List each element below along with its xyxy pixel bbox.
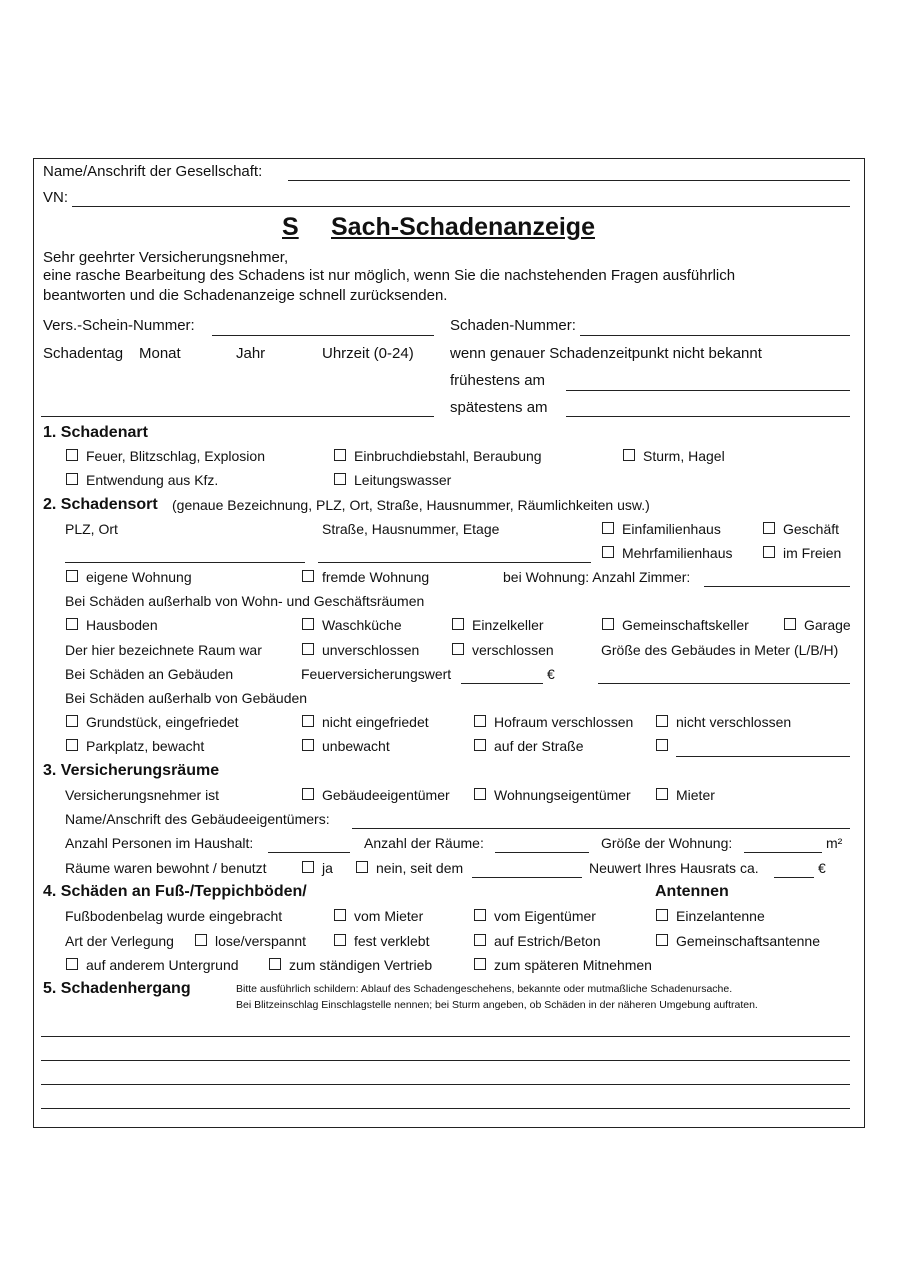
parking-guarded-checkbox[interactable] [66, 739, 78, 751]
parking-guarded-label: Parkplatz, bewacht [86, 738, 205, 754]
intro-salutation: Sehr geehrter Versicherungsnehmer, [43, 249, 289, 266]
outside-living-label: Bei Schäden außerhalb von Wohn- und Geschäftsräumen [65, 593, 425, 609]
by-owner-label: vom Eigentümer [494, 908, 596, 924]
storm-checkbox[interactable] [623, 449, 635, 461]
rooms-label: Anzahl der Räume: [364, 835, 484, 851]
section-3-title: 3. Versicherungsräume [43, 762, 220, 779]
rooms-count-label: bei Wohnung: Anzahl Zimmer: [503, 569, 691, 585]
locked-checkbox[interactable] [452, 643, 464, 655]
other-base-checkbox[interactable] [66, 958, 78, 970]
not-fenced-label: nicht eingefriedet [322, 714, 429, 730]
rooms-field[interactable] [495, 852, 589, 853]
cellar-label: Einzelkeller [472, 617, 544, 633]
policy-number-field[interactable] [212, 335, 434, 336]
by-tenant-checkbox[interactable] [334, 909, 346, 921]
description-line-2[interactable] [41, 1060, 850, 1061]
burglary-label: Einbruchdiebstahl, Beraubung [354, 448, 542, 464]
laying-type-label: Art der Verlegung [65, 933, 174, 949]
single-house-checkbox[interactable] [602, 522, 614, 534]
new-value-field[interactable] [774, 877, 814, 878]
section-5-note-1: Bitte ausführlich schildern: Ablauf des Schadengeschehens, bekannte oder mutmaßliche Schadenursache. [236, 983, 733, 995]
unguarded-label: unbewacht [322, 738, 390, 754]
persons-field[interactable] [268, 852, 350, 853]
on-street-checkbox[interactable] [474, 739, 486, 751]
other-location-field[interactable] [676, 756, 850, 757]
inhabited-no-checkbox[interactable] [356, 861, 368, 873]
shared-cellar-label: Gemeinschaftskeller [622, 617, 749, 633]
time-label: Uhrzeit (0-24) [322, 345, 414, 362]
flat-owner-label: Wohnungseigentümer [494, 787, 631, 803]
fenced-plot-checkbox[interactable] [66, 715, 78, 727]
company-label: Name/Anschrift der Gesellschaft: [43, 163, 263, 180]
water-label: Leitungswasser [354, 472, 452, 488]
other-flat-label: fremde Wohnung [322, 569, 430, 585]
on-street-label: auf der Straße [494, 738, 584, 754]
screed-label: auf Estrich/Beton [494, 933, 601, 949]
other-flat-checkbox[interactable] [302, 570, 314, 582]
earliest-field[interactable] [566, 390, 850, 391]
intro-text-1: eine rasche Bearbeitung des Schadens ist nur möglich, wenn Sie die nachstehenden Fragen ausführlich [43, 267, 736, 284]
vn-label: VN: [43, 189, 69, 206]
form-title-prefix: S [282, 213, 299, 241]
company-field[interactable] [288, 180, 850, 181]
date-field[interactable] [41, 416, 434, 417]
inhabited-yes-checkbox[interactable] [302, 861, 314, 873]
laundry-label: Waschküche [322, 617, 402, 633]
flat-size-label: Größe der Wohnung: [601, 835, 733, 851]
loose-checkbox[interactable] [195, 934, 207, 946]
permanent-label: zum ständigen Vertrieb [289, 957, 433, 973]
new-value-label: Neuwert Ihres Hausrats ca. [589, 860, 759, 876]
single-antenna-label: Einzelantenne [676, 908, 765, 924]
street-label: Straße, Hausnummer, Etage [322, 521, 500, 537]
tenant-checkbox[interactable] [656, 788, 668, 800]
laundry-checkbox[interactable] [302, 618, 314, 630]
unlocked-checkbox[interactable] [302, 643, 314, 655]
garage-checkbox[interactable] [784, 618, 796, 630]
outdoors-checkbox[interactable] [763, 546, 775, 558]
room-was-label: Der hier bezeichnete Raum war [65, 642, 262, 658]
burglary-checkbox[interactable] [334, 449, 346, 461]
street-field[interactable] [318, 562, 591, 563]
storm-label: Sturm, Hagel [643, 448, 725, 464]
building-owner-checkbox[interactable] [302, 788, 314, 800]
shared-cellar-checkbox[interactable] [602, 618, 614, 630]
building-size-label: Größe des Gebäudes in Meter (L/B/H) [601, 642, 839, 658]
unlocked-label: unverschlossen [322, 642, 420, 658]
vehicle-theft-label: Entwendung aus Kfz. [86, 472, 219, 488]
plz-label: PLZ, Ort [65, 521, 118, 537]
persons-label: Anzahl Personen im Haushalt: [65, 835, 254, 851]
policy-number-label: Vers.-Schein-Nummer: [43, 317, 195, 334]
shop-checkbox[interactable] [763, 522, 775, 534]
not-fenced-checkbox[interactable] [302, 715, 314, 727]
section-2-note: (genaue Bezeichnung, PLZ, Ort, Straße, Hausnummer, Räumlichkeiten usw.) [172, 497, 650, 513]
section-4-title: 4. Schäden an Fuß-/Teppichböden/ [43, 883, 307, 900]
installed-by-label: Fußbodenbelag wurde eingebracht [65, 908, 283, 924]
antennas-title: Antennen [655, 883, 729, 900]
owner-address-field[interactable] [352, 828, 850, 829]
by-owner-checkbox[interactable] [474, 909, 486, 921]
latest-label: spätestens am [450, 399, 548, 416]
shared-antenna-checkbox[interactable] [656, 934, 668, 946]
latest-field[interactable] [566, 416, 850, 417]
inhabited-yes-label: ja [322, 860, 333, 876]
locked-label: verschlossen [472, 642, 554, 658]
own-flat-label: eigene Wohnung [86, 569, 192, 585]
attic-checkbox[interactable] [66, 618, 78, 630]
building-owner-label: Gebäudeeigentümer [322, 787, 450, 803]
other-base-label: auf anderem Untergrund [86, 957, 239, 973]
section-5-note-2: Bei Blitzeinschlag Einschlagstelle nennen; bei Sturm angeben, ob Schäden in der näheren Umgebung auftraten. [236, 999, 758, 1011]
new-value-euro: € [818, 860, 826, 876]
multi-house-label: Mehrfamilienhaus [622, 545, 733, 561]
sqm-unit: m² [826, 835, 843, 851]
fire-label: Feuer, Blitzschlag, Explosion [86, 448, 265, 464]
fire-checkbox[interactable] [66, 449, 78, 461]
building-damage-label: Bei Schäden an Gebäuden [65, 666, 234, 682]
description-line-4[interactable] [41, 1108, 850, 1109]
holder-is-label: Versicherungsnehmer ist [65, 787, 220, 803]
permanent-checkbox[interactable] [269, 958, 281, 970]
glued-checkbox[interactable] [334, 934, 346, 946]
attic-label: Hausboden [86, 617, 158, 633]
flat-size-field[interactable] [744, 852, 822, 853]
single-antenna-checkbox[interactable] [656, 909, 668, 921]
unguarded-checkbox[interactable] [302, 739, 314, 751]
later-checkbox[interactable] [474, 958, 486, 970]
flat-owner-checkbox[interactable] [474, 788, 486, 800]
section-1-title: 1. Schadenart [43, 424, 148, 441]
water-checkbox[interactable] [334, 473, 346, 485]
shared-antenna-label: Gemeinschaftsantenne [676, 933, 820, 949]
fire-value-label: Feuerversicherungswert [301, 666, 452, 682]
by-tenant-label: vom Mieter [354, 908, 424, 924]
intro-text-2: beantworten und die Schadenanzeige schnell zurücksenden. [43, 287, 448, 304]
plz-field[interactable] [65, 562, 305, 563]
fenced-plot-label: Grundstück, eingefriedet [86, 714, 239, 730]
fire-value-euro: € [547, 666, 555, 682]
form-title: Sach-Schadenanzeige [331, 213, 595, 241]
inhabited-label: Räume waren bewohnt / benutzt [65, 860, 267, 876]
since-date-field[interactable] [472, 877, 582, 878]
other-location-checkbox[interactable] [656, 739, 668, 751]
screed-checkbox[interactable] [474, 934, 486, 946]
later-label: zum späteren Mitnehmen [494, 957, 652, 973]
year-label: Jahr [236, 345, 266, 362]
tenant-label: Mieter [676, 787, 715, 803]
glued-label: fest verklebt [354, 933, 430, 949]
cellar-checkbox[interactable] [452, 618, 464, 630]
own-flat-checkbox[interactable] [66, 570, 78, 582]
description-line-3[interactable] [41, 1084, 850, 1085]
unknown-time-note: wenn genauer Schadenzeitpunkt nicht bekannt [450, 345, 762, 362]
garage-label: Garage [804, 617, 851, 633]
section-5-title: 5. Schadenhergang [43, 980, 191, 997]
month-label: Monat [139, 345, 181, 362]
earliest-label: frühestens am [450, 372, 546, 389]
not-locked-label: nicht verschlossen [676, 714, 792, 730]
outdoors-label: im Freien [783, 545, 842, 561]
owner-address-label: Name/Anschrift des Gebäudeeigentümers: [65, 811, 330, 827]
outside-building-label: Bei Schäden außerhalb von Gebäuden [65, 690, 308, 706]
yard-locked-label: Hofraum verschlossen [494, 714, 634, 730]
loose-label: lose/verspannt [215, 933, 307, 949]
vehicle-theft-checkbox[interactable] [66, 473, 78, 485]
not-locked-checkbox[interactable] [656, 715, 668, 727]
single-house-label: Einfamilienhaus [622, 521, 721, 537]
description-line-1[interactable] [41, 1036, 850, 1037]
vn-field[interactable] [72, 206, 850, 207]
multi-house-checkbox[interactable] [602, 546, 614, 558]
fire-value-field[interactable] [461, 683, 543, 684]
rooms-count-field[interactable] [704, 586, 850, 587]
claim-number-label: Schaden-Nummer: [450, 317, 576, 334]
shop-label: Geschäft [783, 521, 840, 537]
building-size-field[interactable] [598, 683, 850, 684]
section-2-title: 2. Schadensort [43, 496, 158, 513]
claim-number-field[interactable] [580, 335, 850, 336]
damage-day-label: Schadentag [43, 345, 124, 362]
inhabited-no-label: nein, seit dem [376, 860, 464, 876]
yard-locked-checkbox[interactable] [474, 715, 486, 727]
